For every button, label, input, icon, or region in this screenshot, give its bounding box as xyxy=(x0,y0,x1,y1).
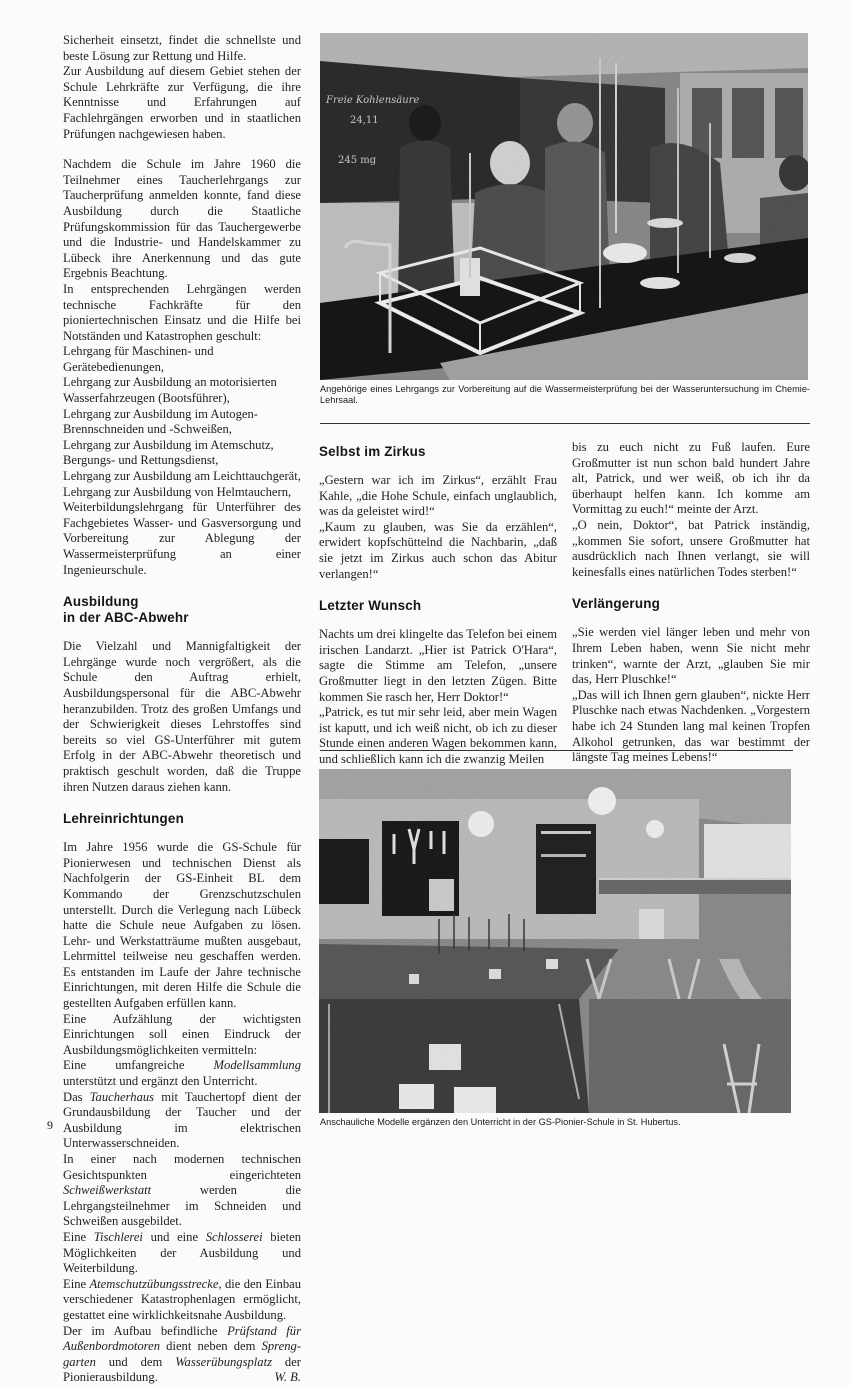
joke-paragraph: bis zu euch nicht zu Fuß laufen. Eure Großmutter ist nun schon bald hundert Jahre alt, Patrick, und wer weiß, ob ich ihr da überhaupt helfen kann. Ich komme am Vormittag zu euch!“ meinte der Arzt. xyxy=(572,440,810,517)
paragraph: Sicherheit einsetzt, findet die schnellste und beste Lösung zur Rettung und Hilfe. xyxy=(63,33,301,63)
bottom-photo-caption: Anschauliche Modelle ergänzen den Unterricht in der GS-Pionier-Schule in St. Hubertus. xyxy=(320,1117,681,1127)
joke-paragraph: Nachts um drei klingelte das Telefon bei einem irischen Landarzt. „Hier ist Patrick O'Hara“, sagte die Stimme am Telefon, „unsere Großmutter liegt in den letzten Zügen. Bitte kommen Sie rasch her, Herr Doktor!“ xyxy=(319,627,557,704)
svg-text:Freie Kohlensäure: Freie Kohlensäure xyxy=(326,95,420,106)
section-heading-abc: Ausbildung in der ABC-Abwehr xyxy=(63,594,189,626)
joke-paragraph: „Kaum zu glauben, was Sie da erzählen“, erwidert kopfschüttelnd die Nachbarin, „daß sie jetzt im Zirkus auch schon das Abitur verlangen!“ xyxy=(319,519,557,581)
paragraph: Weiterbildungslehrgang für Unterführer des Fachgebietes Wasser- und Gasversorgung und Vorbereitung zur Ablegung der Wassermeisterprüfung an einer Ingenieurschule. xyxy=(63,500,301,577)
joke-paragraph: „Sie werden viel länger leben und mehr von Ihrem Leben haben, wenn Sie nicht mehr trinken“, warnte der Arzt, „glauben Sie mir das, Herr Pluschke!“ xyxy=(572,625,810,687)
paragraph: Eine Aufzählung der wichtigsten Einrichtungen soll einen Eindruck der Ausbildungsmöglichkeiten vermitteln: xyxy=(63,1011,301,1057)
list-item: Lehrgang zur Ausbildung am Leichttauchgerät, xyxy=(63,469,301,484)
facility-atemschutz: Eine Atemschutzübungsstrecke, die den Einbau verschiedener Katastrophenlagen ermöglicht, gestattet eine wirklichkeitsnahe Ausbildung. xyxy=(63,1276,301,1322)
course-list xyxy=(63,344,301,500)
joke-paragraph: „Patrick, es tut mir sehr leid, aber mein Wagen ist kaputt, und ich weiß nicht, ob ich zu dieser Stunde einen anderen Wagen bekommen kann, und schließlich kann ich die zwanzig Meilen xyxy=(319,705,557,766)
lab-photo-illustration xyxy=(320,33,808,380)
list-item: Lehrgang zur Ausbildung im Autogen-Brennschneiden und -Schweißen, xyxy=(63,406,258,437)
section-heading-lehreinrichtungen: Lehreinrichtungen xyxy=(63,811,184,827)
chemistry-lab-photo xyxy=(320,33,808,380)
joke-paragraph: „Gestern war ich im Zirkus“, erzählt Frau Kahle, „die Hohe Schule, einfach unglaublich, was da geleistet wird!“ xyxy=(319,473,557,519)
joke-title: Letzter Wunsch xyxy=(319,598,422,614)
list-item: Lehrgang zur Ausbildung an motorisierten Wasserfahrzeugen (Bootsführer), xyxy=(63,375,277,406)
facility-pruefstand: Der im Aufbau befindliche Prüfstand für Außenbordmotoren dient neben dem Sprenggarten und dem Wasserübungsplatz der Pionierausbildung. W. B. xyxy=(63,1323,301,1385)
model-hall-photo xyxy=(319,769,791,1113)
divider-top xyxy=(320,423,810,424)
author-signature: W. B. xyxy=(274,1370,301,1385)
jokes-column-right xyxy=(572,440,810,766)
paragraph: Nachdem die Schule im Jahre 1960 die Teilnehmer eines Taucherlehrgangs zur Taucherprüfung anmelden konnte, fand diese Ausbildung durch die Staatliche Prüfungskommission für das Tauchergewerbe und die Industrie- und Handelskammer zu Lübeck ihre Anerkennung und das gute Ergebnis Beachtung. xyxy=(63,157,301,281)
joke-paragraph: „Das will ich Ihnen gern glauben“, nickte Herr Pluschke nach etwas Nachdenken. „Vorgestern habe ich 24 Stunden lang mal keinen Tropfen Alkohol getrunken, das war bestimmt der längste Tag meines Lebens!“ xyxy=(572,687,810,765)
joke-title: Selbst im Zirkus xyxy=(319,444,426,459)
list-item: Lehrgang zur Ausbildung im Atemschutz, Bergungs- und Rettungsdienst, xyxy=(63,437,274,468)
facility-modellsammlung: Eine umfangreiche Modellsammlung unterstützt und ergänzt den Unterricht. xyxy=(63,1058,301,1089)
list-item: Lehrgang für Maschinen- und Gerätebedienungen, xyxy=(63,344,214,374)
paragraph: In entsprechenden Lehrgängen werden technische Fachkräfte für den pioniertechnischen Einsatz und die Hilfe bei Notständen und Katastrophen geschult: xyxy=(63,281,301,343)
jokes-column-left xyxy=(319,428,557,768)
svg-text:245 mg: 245 mg xyxy=(338,155,377,166)
joke-title: Verlängerung xyxy=(572,596,660,612)
joke-paragraph: „O nein, Doktor“, bat Patrick inständig, „kommen Sie sofort, unsere Großmutter hat ausdrücklich nach Ihnen verlangt, sie will keinesfalls eines natürlichen Todes sterben!“ xyxy=(572,517,810,579)
facility-tischlerei: Eine Tischlerei und eine Schlosserei bieten Möglichkeiten der Ausbildung und Weiterbildung. xyxy=(63,1229,302,1276)
paragraph: Im Jahre 1956 wurde die GS-Schule für Pionierwesen und technischen Dienst als Nachfolgerin der GS-Einheit BL dem Kommando der Grenzschutzschulen unterstellt. Durch die Verlegung nach Lübeck hatte die Schule neue Aufgaben zu lösen. Lehr- und Werkstatträume mußten ausgebaut, Lehrmittel teilweise neu geschaffen werden. Es entstanden im Laufe der Jahre technische Einrichtungen, mit deren Hilfe die Schule die gestellten Aufgaben erfüllen kann. xyxy=(63,840,301,1011)
models-photo-illustration xyxy=(319,769,791,1113)
paragraph: Die Vielzahl und Mannigfaltigkeit der Lehrgänge wurde noch vergrößert, als die Schule den Auftrag erhielt, Ausbildungspersonal für die ABC-Abwehr heranzubilden. Trotz des großen Umfangs und der Schwierigkeit dieses Lehrstoffes sind bereits so viel GS-Unterführer mit gutem Erfolg in der ABC-Abwehr theoretisch und praktisch geschult worden, daß die Truppe ihren Nutzen daraus ziehen kann. xyxy=(63,639,301,794)
svg-text:24,11: 24,11 xyxy=(350,115,379,126)
divider-bottom xyxy=(320,750,793,751)
facility-schweisswerkstatt: In einer nach modernen technischen Gesichtspunkten eingerichteten Schweißwerkstatt werden die Lehrgangsteilnehmer im Schneiden und Schweißen ausgebildet. xyxy=(63,1152,301,1229)
list-item: Lehrgang zur Ausbildung von Helmtauchern, xyxy=(63,484,292,499)
page-number: 9 xyxy=(47,1118,53,1132)
facility-taucherhaus: Das Taucherhaus mit Tauchertopf dient der Grundausbildung der Taucher und der Ausbildung im elektrischen Unterwasserschneiden. xyxy=(63,1089,302,1151)
top-photo-caption: Angehörige eines Lehrgangs zur Vorbereitung auf die Wassermeisterprüfung bei der Wasseruntersuchung im Chemie-Lehrsaal. xyxy=(320,384,810,405)
paragraph: Zur Ausbildung auf diesem Gebiet stehen der Schule Lehrkräfte zur Verfügung, die ihre Kenntnisse und Erfahrungen auf Fachlehrgängen erworben und in staatlichen Prüfungen nachgewiesen haben. xyxy=(63,64,301,141)
left-column xyxy=(63,33,301,1386)
